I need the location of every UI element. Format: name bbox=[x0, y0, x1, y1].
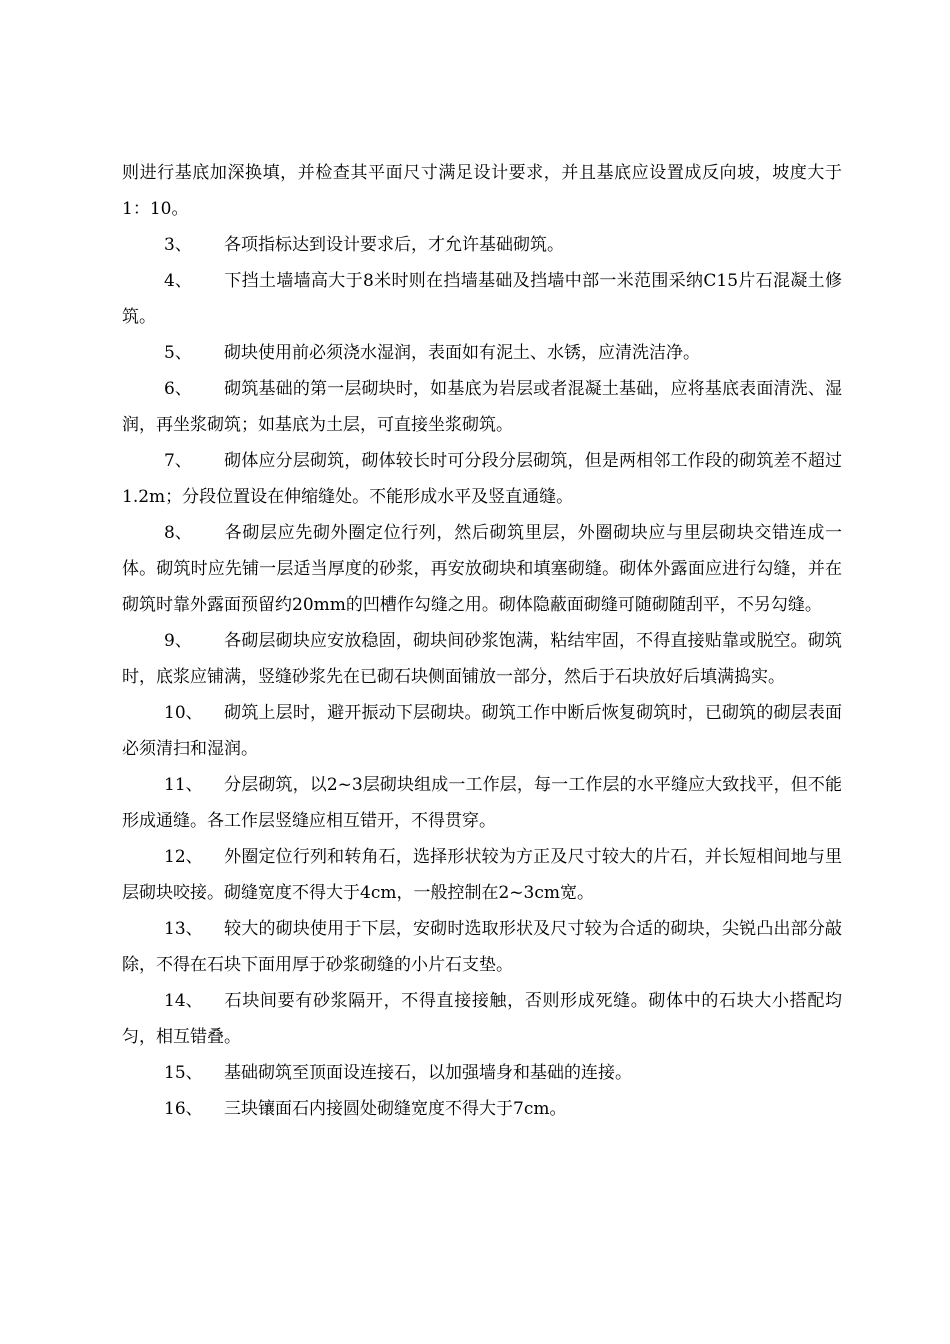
item-number: 3、 bbox=[164, 235, 192, 255]
list-item bbox=[122, 695, 842, 767]
list-item bbox=[122, 515, 842, 623]
item-text: 砌筑基础的第一层砌块时，如基底为岩层或者混凝土基础，应将基底表面清洗、湿润，再坐浆砌筑；如基底为土层，可直接坐浆砌筑。 bbox=[122, 379, 842, 435]
item-number: 6、 bbox=[164, 379, 192, 399]
item-text: 砌体应分层砌筑，砌体较长时可分段分层砌筑，但是两相邻工作段的砌筑差不超过1.2m；分段位置设在伸缩缝处。不能形成水平及竖直通缝。 bbox=[122, 451, 842, 507]
document-body bbox=[122, 155, 842, 1127]
list-item bbox=[122, 1091, 842, 1127]
item-text: 各项指标达到设计要求后，才允许基础砌筑。 bbox=[224, 235, 564, 255]
list-item bbox=[122, 1055, 842, 1091]
item-text: 砌块使用前必须浇水湿润，表面如有泥土、水锈，应清洗洁净。 bbox=[224, 343, 700, 363]
item-number: 4、 bbox=[164, 271, 192, 291]
list-item bbox=[122, 983, 842, 1055]
paragraph-continuation: 则进行基底加深换填，并检查其平面尺寸满足设计要求，并且基底应设置成反向坡，坡度大于1：10。 bbox=[122, 163, 842, 219]
item-number: 14、 bbox=[164, 991, 203, 1011]
item-text: 各砌层应先砌外圈定位行列，然后砌筑里层，外圈砌块应与里层砌块交错连成一体。砌筑时应先铺一层适当厚度的砂浆，再安放砌块和填塞砌缝。砌体外露面应进行勾缝，并在砌筑时靠外露面预留约20mm的凹槽作勾缝之用。砌体隐蔽面砌缝可随砌随刮平，不另勾缝。 bbox=[122, 523, 842, 615]
item-text: 下挡土墙墙高大于8米时则在挡墙基础及挡墙中部一米范围采纳C15片石混凝土修筑。 bbox=[122, 271, 842, 327]
list-item bbox=[122, 443, 842, 515]
item-number: 11、 bbox=[164, 775, 203, 795]
list-item bbox=[122, 767, 842, 839]
list-item bbox=[122, 839, 842, 911]
item-text: 石块间要有砂浆隔开，不得直接接触，否则形成死缝。砌体中的石块大小搭配均匀，相互错叠。 bbox=[122, 991, 842, 1047]
item-text: 外圈定位行列和转角石，选择形状较为方正及尺寸较大的片石，并长短相间地与里层砌块咬接。砌缝宽度不得大于4cm，一般控制在2~3cm宽。 bbox=[122, 847, 842, 903]
item-number: 13、 bbox=[164, 919, 203, 939]
item-number: 8、 bbox=[164, 523, 192, 543]
list-item bbox=[122, 911, 842, 983]
item-text: 较大的砌块使用于下层，安砌时选取形状及尺寸较为合适的砌块，尖锐凸出部分敲除，不得在石块下面用厚于砂浆砌缝的小片石支垫。 bbox=[122, 919, 842, 975]
item-text: 三块镶面石内接圆处砌缝宽度不得大于7cm。 bbox=[224, 1099, 567, 1119]
item-number: 15、 bbox=[164, 1063, 203, 1083]
item-number: 5、 bbox=[164, 343, 192, 363]
item-number: 12、 bbox=[164, 847, 203, 867]
item-text: 砌筑上层时，避开振动下层砌块。砌筑工作中断后恢复砌筑时，已砌筑的砌层表面必须清扫和湿润。 bbox=[122, 703, 842, 759]
item-text: 各砌层砌块应安放稳固，砌块间砂浆饱满，粘结牢固，不得直接贴靠或脱空。砌筑时，底浆应铺满，竖缝砂浆先在已砌石块侧面铺放一部分，然后于石块放好后填满捣实。 bbox=[122, 631, 842, 687]
list-item bbox=[122, 623, 842, 695]
item-number: 9、 bbox=[164, 631, 192, 651]
list-item bbox=[122, 227, 842, 263]
list-item bbox=[122, 335, 842, 371]
item-text: 分层砌筑，以2~3层砌块组成一工作层，每一工作层的水平缝应大致找平，但不能形成通缝。各工作层竖缝应相互错开，不得贯穿。 bbox=[122, 775, 842, 831]
item-number: 10、 bbox=[164, 703, 203, 723]
list-item bbox=[122, 263, 842, 335]
item-number: 16、 bbox=[164, 1099, 203, 1119]
item-text: 基础砌筑至顶面设连接石，以加强墙身和基础的连接。 bbox=[224, 1063, 632, 1083]
item-number: 7、 bbox=[164, 451, 192, 471]
list-item bbox=[122, 371, 842, 443]
